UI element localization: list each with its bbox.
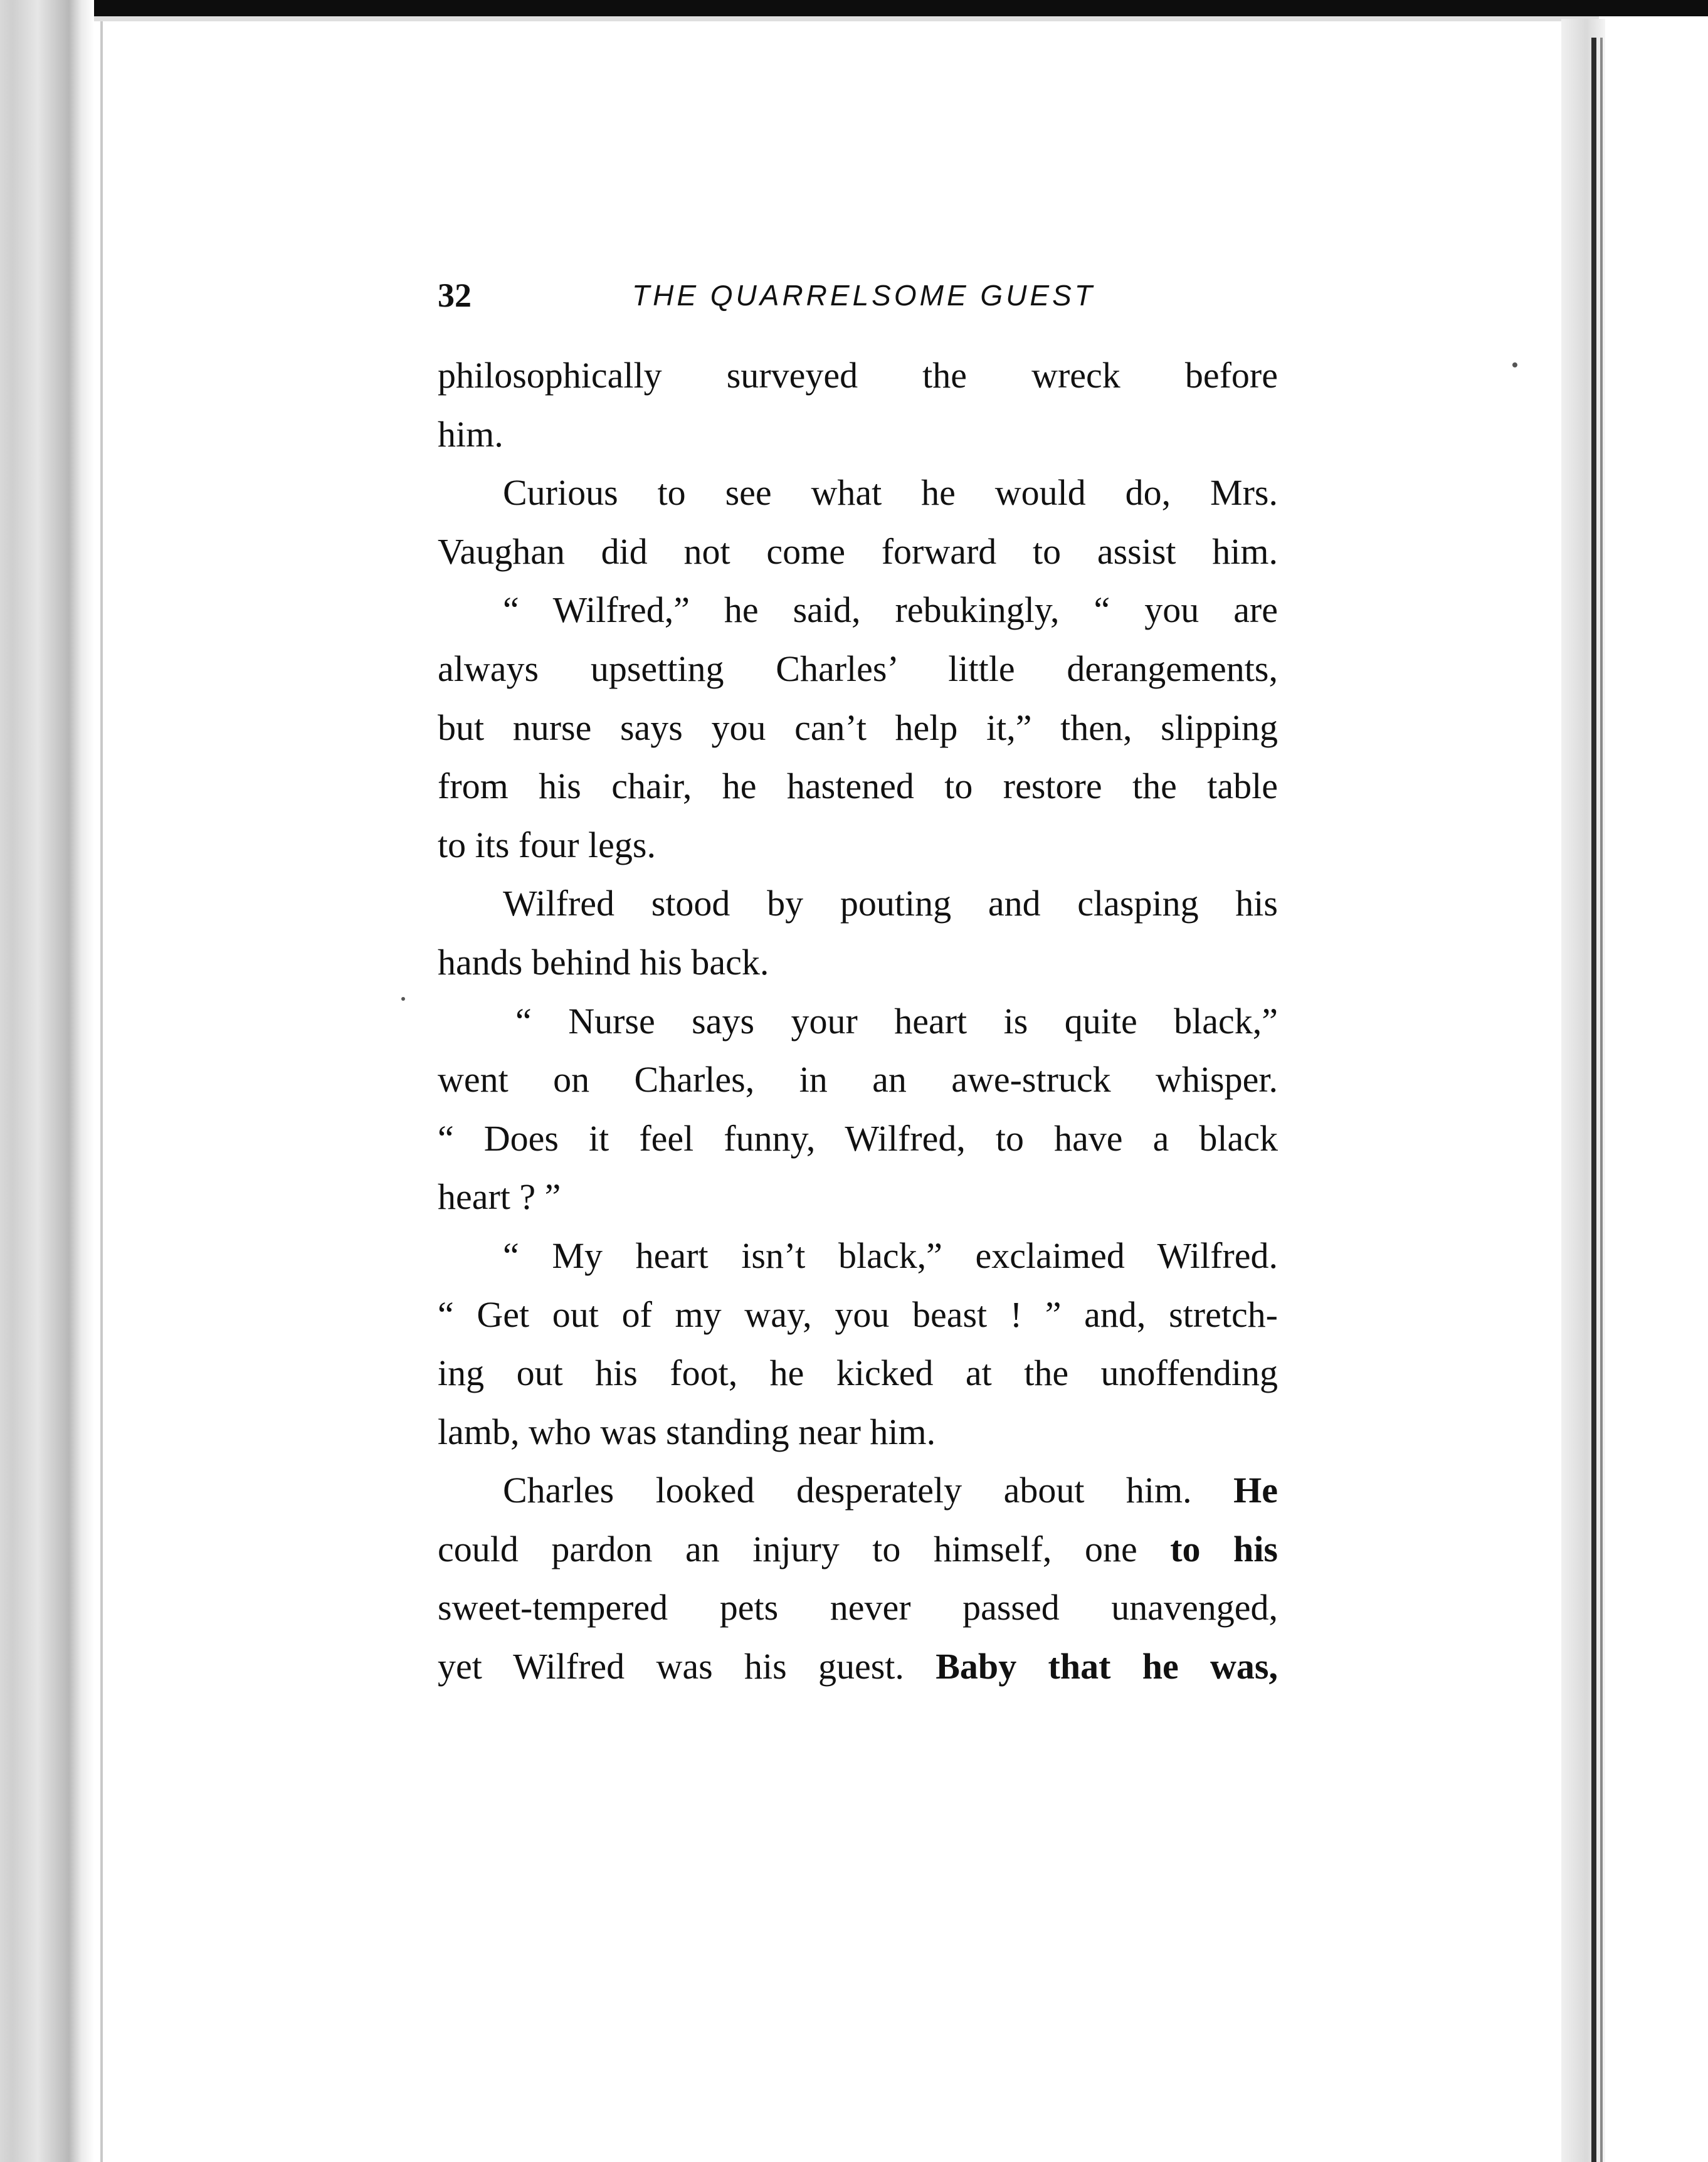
scan-left-binding <box>0 0 94 2162</box>
text-line: sweet-tempered pets never passed unavenged, <box>438 1587 1278 1628</box>
text-line: hands behind his back. <box>438 941 769 983</box>
scan-top-rule <box>94 16 1599 21</box>
text-line <box>438 1520 1278 1579</box>
scan-top-border <box>0 0 1708 16</box>
text-line: philosophically surveyed the wreck before <box>438 355 1278 396</box>
text-line: lamb, who was standing near him. <box>438 1411 936 1452</box>
text-line <box>438 1461 1278 1520</box>
running-title: THE QUARRELSOME GUEST <box>632 279 1095 312</box>
text-fragment: could pardon an injury to himself, one <box>438 1528 1137 1569</box>
scan-left-rule <box>100 16 103 2162</box>
scan-right-gutter <box>1561 19 1605 2162</box>
text-line: but nurse says you can’t help it,” then, slipping <box>438 707 1278 748</box>
running-header <box>438 273 1278 317</box>
text-line: Wilfred stood by pouting and clasping his <box>503 883 1278 924</box>
scan-right-edge <box>1591 38 1596 2162</box>
scan-speck <box>401 997 405 1001</box>
text-line: always upsetting Charles’ little derangements, <box>438 648 1278 689</box>
text-line: “ Get out of my way, you beast ! ” and, stretch- <box>438 1294 1278 1335</box>
text-fragment: Baby that he was, <box>936 1646 1278 1687</box>
text-line: “ Wilfred,” he said, rebukingly, “ you are <box>503 589 1278 631</box>
text-line: heart ? ” <box>438 1176 561 1218</box>
page-body <box>438 346 1278 1696</box>
text-line: went on Charles, in an awe-struck whisper. <box>438 1059 1278 1100</box>
text-line: Vaughan did not come forward to assist him. <box>438 530 1278 572</box>
text-fragment: Charles looked desperately about him. <box>503 1470 1192 1511</box>
text-line: him. <box>438 413 503 455</box>
scan-speck <box>1512 362 1517 367</box>
text-fragment: He <box>1233 1470 1278 1511</box>
text-line: to its four legs. <box>438 824 656 865</box>
page-number: 32 <box>438 277 472 314</box>
text-line: “ My heart isn’t black,” exclaimed Wilfred. <box>503 1235 1278 1276</box>
text-fragment: to his <box>1170 1528 1278 1569</box>
text-line: from his chair, he hastened to restore the table <box>438 766 1278 807</box>
text-fragment: yet Wilfred was his guest. <box>438 1646 904 1687</box>
text-line: ing out his foot, he kicked at the unoffending <box>438 1353 1278 1394</box>
text-line: Curious to see what he would do, Mrs. <box>503 472 1278 514</box>
text-line: “ Does it feel funny, Wilfred, to have a black <box>438 1117 1278 1159</box>
text-line: “ Nurse says your heart is quite black,” <box>515 1000 1278 1041</box>
text-line <box>438 1637 1278 1696</box>
scan-right-edge-shadow <box>1600 38 1603 2162</box>
